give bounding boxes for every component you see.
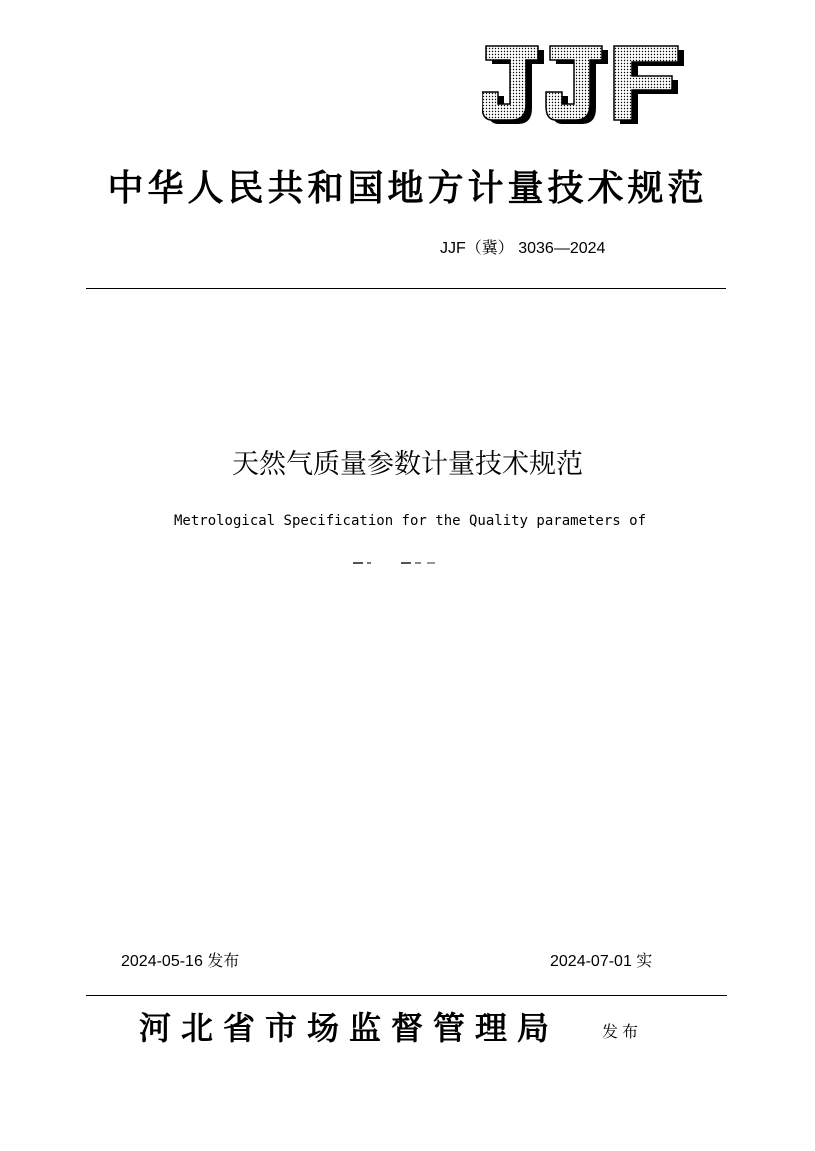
publisher-suffix: 发布 xyxy=(602,1022,643,1041)
divider-top xyxy=(86,288,726,289)
effective-date: 2024-07-01 实 xyxy=(550,953,653,970)
org-title: 中华人民共和国地方计量技术规范 xyxy=(107,167,708,209)
divider-bottom xyxy=(86,995,727,996)
jjf-logo xyxy=(482,44,687,128)
publisher-name: 河北省市场监督管理局 xyxy=(139,1009,560,1047)
issue-date: 2024-05-16 发布 xyxy=(121,953,240,970)
main-title-cn: 天然气质量参数计量技术规范 xyxy=(232,449,583,480)
truncated-text-fragment xyxy=(353,561,443,565)
doc-number: JJF（冀） 3036—2024 xyxy=(440,240,606,257)
main-title-en: Metrological Specification for the Quality parameters of xyxy=(173,513,646,529)
